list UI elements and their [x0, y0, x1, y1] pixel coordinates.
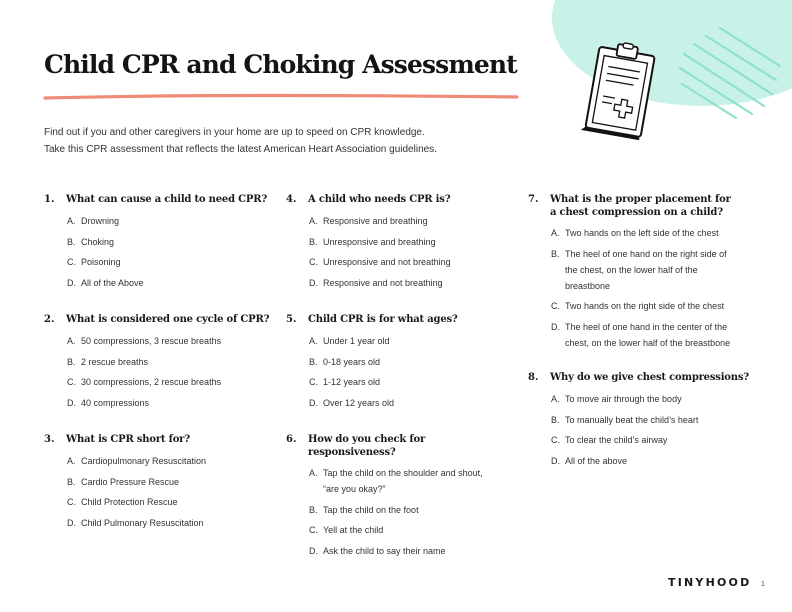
option-text: 0-18 years old	[323, 356, 381, 367]
option-text: 30 compressions, 2 rescue breaths	[81, 377, 222, 387]
option-b	[67, 234, 274, 250]
option-letter: B.	[309, 504, 318, 515]
option-letter: B.	[67, 476, 76, 487]
option-text: Responsive and breathing	[323, 216, 428, 226]
brand-logo: TINYHOOD	[668, 576, 752, 589]
title-underline	[43, 92, 519, 102]
option-d	[309, 543, 516, 559]
option-letter: D.	[67, 277, 76, 288]
option-letter: C.	[67, 497, 76, 507]
option-letter: D.	[309, 545, 318, 556]
option-letter: D.	[309, 397, 318, 408]
option-text: Under 1 year old	[323, 336, 390, 346]
option-letter: A.	[67, 456, 76, 466]
option-b	[67, 354, 274, 370]
option-c	[67, 254, 274, 270]
option-a	[551, 391, 758, 407]
option-text: All of the above	[565, 455, 628, 466]
page-title: Child CPR and Choking Assessment	[44, 50, 517, 79]
option-letter: C.	[309, 525, 318, 535]
option-text: Tap the child on the foot	[323, 504, 419, 515]
question-number: 5.	[286, 314, 297, 325]
option-c	[551, 298, 758, 314]
option-text: Cardiopulmonary Resuscitation	[81, 456, 207, 466]
question-3	[44, 433, 274, 531]
question-number: 7.	[528, 194, 539, 205]
option-letter: B.	[67, 236, 76, 247]
option-a	[551, 225, 758, 241]
option-b	[309, 502, 516, 518]
option-letter: B.	[551, 414, 560, 425]
option-d	[309, 395, 516, 411]
option-text: Two hands on the left side of the chest	[565, 228, 719, 238]
option-letter: C.	[551, 435, 560, 445]
option-list	[286, 333, 516, 411]
option-text: Tap the child on the shoulder and shout, “are you okay?”	[323, 468, 483, 494]
option-c	[551, 432, 758, 448]
option-list	[528, 391, 758, 469]
option-letter: C.	[309, 377, 318, 387]
option-text: Unresponsive and not breathing	[323, 257, 451, 267]
question-header	[528, 193, 758, 219]
option-letter: C.	[67, 257, 76, 267]
question-text: A child who needs CPR is?	[308, 194, 451, 205]
option-text: Responsive and not breathing	[323, 277, 443, 288]
question-header	[44, 313, 274, 327]
option-d	[309, 275, 516, 291]
option-c	[67, 494, 274, 510]
option-text: Unresponsive and breathing	[323, 236, 436, 247]
question-text: What can cause a child to need CPR?	[66, 194, 267, 205]
option-text: To move air through the body	[565, 394, 682, 404]
question-number: 8.	[528, 372, 539, 383]
question-text: What is CPR short for?	[66, 434, 190, 445]
option-text: Child Protection Rescue	[81, 497, 178, 507]
option-c	[67, 374, 274, 390]
option-list	[286, 465, 516, 559]
option-letter: D.	[67, 397, 76, 408]
question-text: Why do we give chest compressions?	[550, 372, 749, 383]
option-a	[67, 333, 274, 349]
question-number: 1.	[44, 194, 55, 205]
option-letter: B.	[309, 236, 318, 247]
question-number: 2.	[44, 314, 55, 325]
option-list	[286, 213, 516, 291]
option-b	[309, 354, 516, 370]
option-d	[67, 395, 274, 411]
option-letter: A.	[551, 394, 560, 404]
option-letter: C.	[309, 257, 318, 267]
option-a	[67, 213, 274, 229]
question-header	[44, 193, 274, 207]
decorative-hatch-lines	[676, 22, 792, 122]
option-letter: B.	[309, 356, 318, 367]
option-letter: D.	[67, 517, 76, 528]
question-header	[286, 433, 516, 459]
option-letter: B.	[67, 356, 76, 367]
question-header	[44, 433, 274, 447]
option-c	[309, 374, 516, 390]
option-letter: D.	[551, 321, 560, 332]
option-a	[309, 465, 489, 497]
question-8	[528, 371, 758, 469]
question-text: Child CPR is for what ages?	[308, 314, 458, 325]
option-text: All of the Above	[81, 277, 144, 288]
option-text: Drowning	[81, 216, 120, 226]
question-column-1	[44, 193, 274, 535]
question-4	[286, 193, 516, 291]
intro-line: Take this CPR assessment that reflects the latest American Heart Association guidelines.	[44, 144, 437, 155]
option-letter: A.	[309, 216, 318, 226]
option-list	[44, 453, 274, 531]
option-letter: A.	[67, 216, 76, 226]
question-header	[528, 371, 758, 385]
question-2	[44, 313, 274, 411]
option-b	[551, 246, 735, 294]
option-d	[551, 319, 735, 351]
question-column-3	[528, 193, 758, 473]
option-letter: A.	[309, 336, 318, 346]
clipboard-icon	[560, 40, 670, 144]
option-b	[309, 234, 516, 250]
option-letter: D.	[551, 455, 560, 466]
option-text: 40 compressions	[81, 397, 150, 408]
question-number: 3.	[44, 434, 55, 445]
option-letter: B.	[551, 248, 560, 259]
question-text: What is the proper placement for a chest compression on a child?	[550, 194, 731, 218]
option-letter: C.	[551, 301, 560, 311]
option-c	[309, 522, 516, 538]
question-header	[286, 193, 516, 207]
option-list	[44, 213, 274, 291]
option-list	[528, 225, 758, 351]
option-text: Choking	[81, 236, 115, 247]
option-letter: A.	[309, 468, 318, 478]
option-letter: D.	[309, 277, 318, 288]
option-b	[551, 412, 758, 428]
question-number: 6.	[286, 434, 297, 445]
option-text: To manually beat the child’s heart	[565, 414, 699, 425]
question-7	[528, 193, 758, 351]
question-number: 4.	[286, 194, 297, 205]
option-d	[67, 275, 274, 291]
option-text: Yell at the child	[323, 525, 384, 535]
option-letter: A.	[551, 228, 560, 238]
option-text: The heel of one hand in the center of the chest, on the lower half of the breastbone	[565, 321, 731, 348]
option-text: Poisoning	[81, 257, 121, 267]
option-text: The heel of one hand on the right side of the chest, on the lower half of the breastbone	[565, 248, 727, 291]
intro-text	[44, 124, 544, 158]
option-letter: A.	[67, 336, 76, 346]
option-b	[67, 474, 274, 490]
option-text: Over 12 years old	[323, 397, 395, 408]
option-d	[551, 453, 758, 469]
question-header	[286, 313, 516, 327]
question-6	[286, 433, 516, 559]
option-text: Child Pulmonary Resuscitation	[81, 517, 204, 528]
intro-line: Find out if you and other caregivers in your home are up to speed on CPR knowledge.	[44, 127, 425, 138]
question-column-2	[286, 193, 516, 563]
question-text: What is considered one cycle of CPR?	[66, 314, 270, 325]
option-text: 50 compressions, 3 rescue breaths	[81, 336, 222, 346]
option-a	[309, 333, 516, 349]
option-text: Two hands on the right side of the chest	[565, 301, 725, 311]
question-text: How do you check for responsiveness?	[308, 434, 426, 458]
option-a	[309, 213, 516, 229]
option-list	[44, 333, 274, 411]
option-text: 2 rescue breaths	[81, 356, 149, 367]
question-5	[286, 313, 516, 411]
option-a	[67, 453, 274, 469]
option-text: To clear the child’s airway	[565, 435, 668, 445]
option-text: 1-12 years old	[323, 377, 381, 387]
option-text: Cardio Pressure Rescue	[81, 476, 180, 487]
option-letter: C.	[67, 377, 76, 387]
option-text: Ask the child to say their name	[323, 545, 446, 556]
question-1	[44, 193, 274, 291]
option-c	[309, 254, 516, 270]
option-d	[67, 515, 274, 531]
page-number: 1	[761, 581, 765, 588]
